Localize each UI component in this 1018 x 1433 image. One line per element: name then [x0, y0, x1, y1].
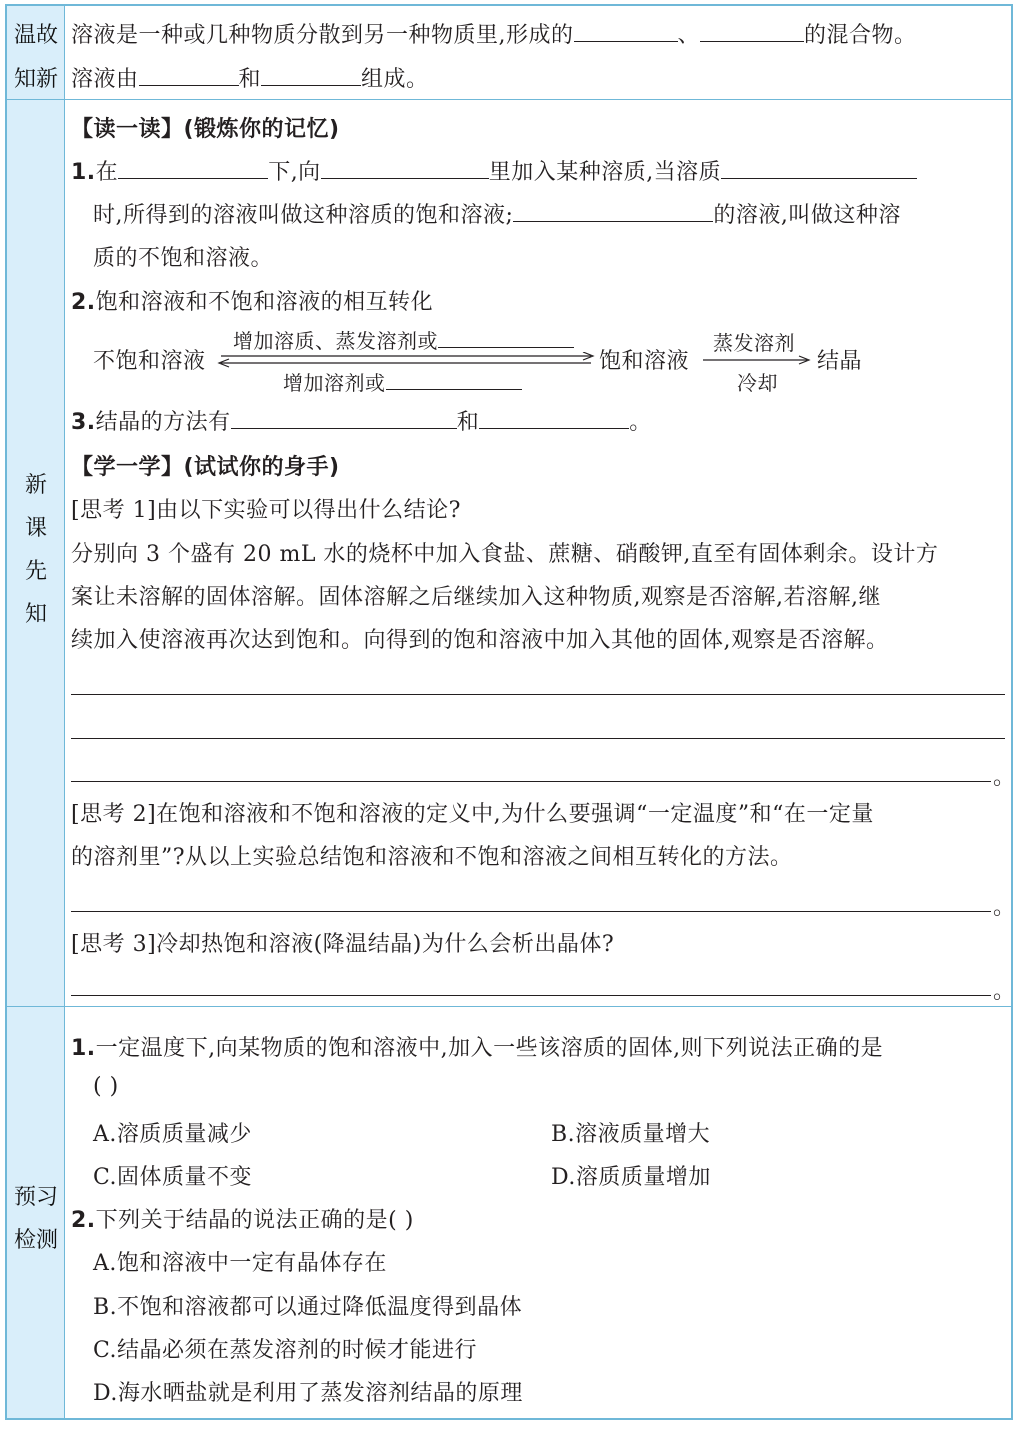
preview-label — [7, 1007, 65, 1418]
crystallize-top-label: 蒸发溶剂 — [713, 331, 795, 355]
new-lesson-label-char: 课 — [24, 516, 47, 541]
answer-line[interactable] — [71, 995, 991, 996]
fill-blank[interactable] — [721, 160, 917, 179]
fill-blank[interactable] — [386, 375, 522, 390]
q2-option-c[interactable]: C.结晶必须在蒸发溶剂的时候才能进行 — [93, 1338, 478, 1363]
think1-question: [思考 1]由以下实验可以得出什么结论? — [71, 498, 461, 523]
think1-paragraph-line: 案让未溶解的固体溶解。固体溶解之后继续加入这种物质,观察是否溶解,若溶解,继 — [71, 585, 881, 610]
crystal-label: 结晶 — [817, 349, 863, 374]
think3-question: [思考 3]冷却热饱和溶液(降温结晶)为什么会析出晶体? — [71, 932, 615, 957]
review-line-2: 溶液由 和 组成。 — [71, 67, 429, 92]
q1-option-c[interactable]: C.固体质量不变 — [93, 1165, 253, 1190]
think1-paragraph-line: 分别向 3 个盛有 20 mL 水的烧杯中加入食盐、蔗糖、硝酸钾,直至有固体剩余。设计方 — [71, 542, 939, 567]
preview-label-line2: 检测 — [13, 1228, 58, 1253]
new-lesson-section — [7, 100, 1016, 1007]
item3-line: 3.结晶的方法有 和 。 — [71, 410, 652, 435]
read-header: 【读一读】(锻炼你的记忆) — [71, 117, 340, 142]
preview-section — [7, 1007, 1011, 1418]
think2-question-line: 的溶剂里”?从以上实验总结饱和溶液和不饱和溶液之间相互转化的方法。 — [71, 845, 793, 870]
period-mark: 。 — [993, 979, 1016, 1004]
conversion-arrows-icon — [217, 352, 597, 368]
item1-line3: 质的不饱和溶液。 — [93, 246, 274, 271]
period-mark: 。 — [993, 895, 1016, 920]
review-label — [7, 6, 65, 99]
bottom-arrow-label: 增加溶剂或 — [283, 367, 522, 396]
q1-answer-paren[interactable]: ( ) — [93, 1074, 119, 1099]
fill-blank[interactable] — [139, 67, 239, 86]
answer-line[interactable] — [71, 738, 1005, 739]
q2-stem: 2.下列关于结晶的说法正确的是( ) — [71, 1208, 414, 1233]
q1-option-a[interactable]: A.溶质质量减少 — [93, 1122, 252, 1147]
item2-title: 2.饱和溶液和不饱和溶液的相互转化 — [71, 290, 434, 315]
unsaturated-solution-label: 不饱和溶液 — [93, 349, 206, 374]
fill-blank[interactable] — [513, 203, 713, 222]
answer-line[interactable] — [71, 911, 991, 912]
review-line-1: 溶液是一种或几种物质分散到另一种物质里,形成的 、 的混合物。 — [71, 23, 917, 48]
q2-option-a[interactable]: A.饱和溶液中一定有晶体存在 — [93, 1251, 387, 1276]
item1-line1: 1.在 下,向 里加入某种溶质,当溶质 — [71, 155, 917, 186]
new-lesson-label-char: 先 — [24, 559, 47, 584]
new-lesson-label — [7, 100, 65, 1006]
fill-blank[interactable] — [118, 160, 268, 179]
review-section — [7, 6, 1011, 100]
worksheet — [5, 4, 1016, 1420]
q1-option-d[interactable]: D.溶质质量增加 — [551, 1165, 711, 1190]
q2-option-d[interactable]: D.海水晒盐就是利用了蒸发溶剂结晶的原理 — [93, 1381, 523, 1406]
new-lesson-label-char: 知 — [24, 602, 47, 627]
answer-line[interactable] — [71, 781, 991, 782]
fill-blank[interactable] — [321, 160, 489, 179]
review-label-line1: 温故 — [13, 23, 58, 48]
period-mark: 。 — [993, 765, 1016, 790]
crystallize-bottom-label: 冷却 — [737, 371, 778, 395]
preview-label-line1: 预习 — [13, 1185, 58, 1210]
q1-option-b[interactable]: B.溶液质量增大 — [551, 1122, 711, 1147]
fill-blank[interactable] — [574, 23, 678, 42]
fill-blank[interactable] — [231, 410, 457, 429]
fill-blank[interactable] — [479, 410, 629, 429]
top-arrow-label: 增加溶质、蒸发溶剂或 — [233, 325, 574, 354]
think1-paragraph-line: 续加入使溶液再次达到饱和。向得到的饱和溶液中加入其他的固体,观察是否溶解。 — [71, 628, 889, 653]
learn-header: 【学一学】(试试你的身手) — [71, 455, 340, 480]
item1-line2: 时,所得到的溶液叫做这种溶质的饱和溶液; 的溶液,叫做这种溶 — [93, 203, 901, 228]
new-lesson-label-char: 新 — [24, 473, 47, 498]
crystallize-arrow-icon — [701, 354, 813, 366]
fill-blank[interactable] — [438, 333, 574, 348]
fill-blank[interactable] — [700, 23, 804, 42]
saturated-solution-label: 饱和溶液 — [599, 349, 690, 374]
review-label-line2: 知新 — [13, 67, 58, 92]
think2-question-line: [思考 2]在饱和溶液和不饱和溶液的定义中,为什么要强调“一定温度”和“在一定量 — [71, 802, 874, 827]
q1-stem: 1.一定温度下,向某物质的饱和溶液中,加入一些该溶质的固体,则下列说法正确的是 — [71, 1036, 884, 1061]
q2-option-b[interactable]: B.不饱和溶液都可以通过降低温度得到晶体 — [93, 1295, 523, 1320]
answer-line[interactable] — [71, 694, 1005, 695]
fill-blank[interactable] — [261, 67, 361, 86]
